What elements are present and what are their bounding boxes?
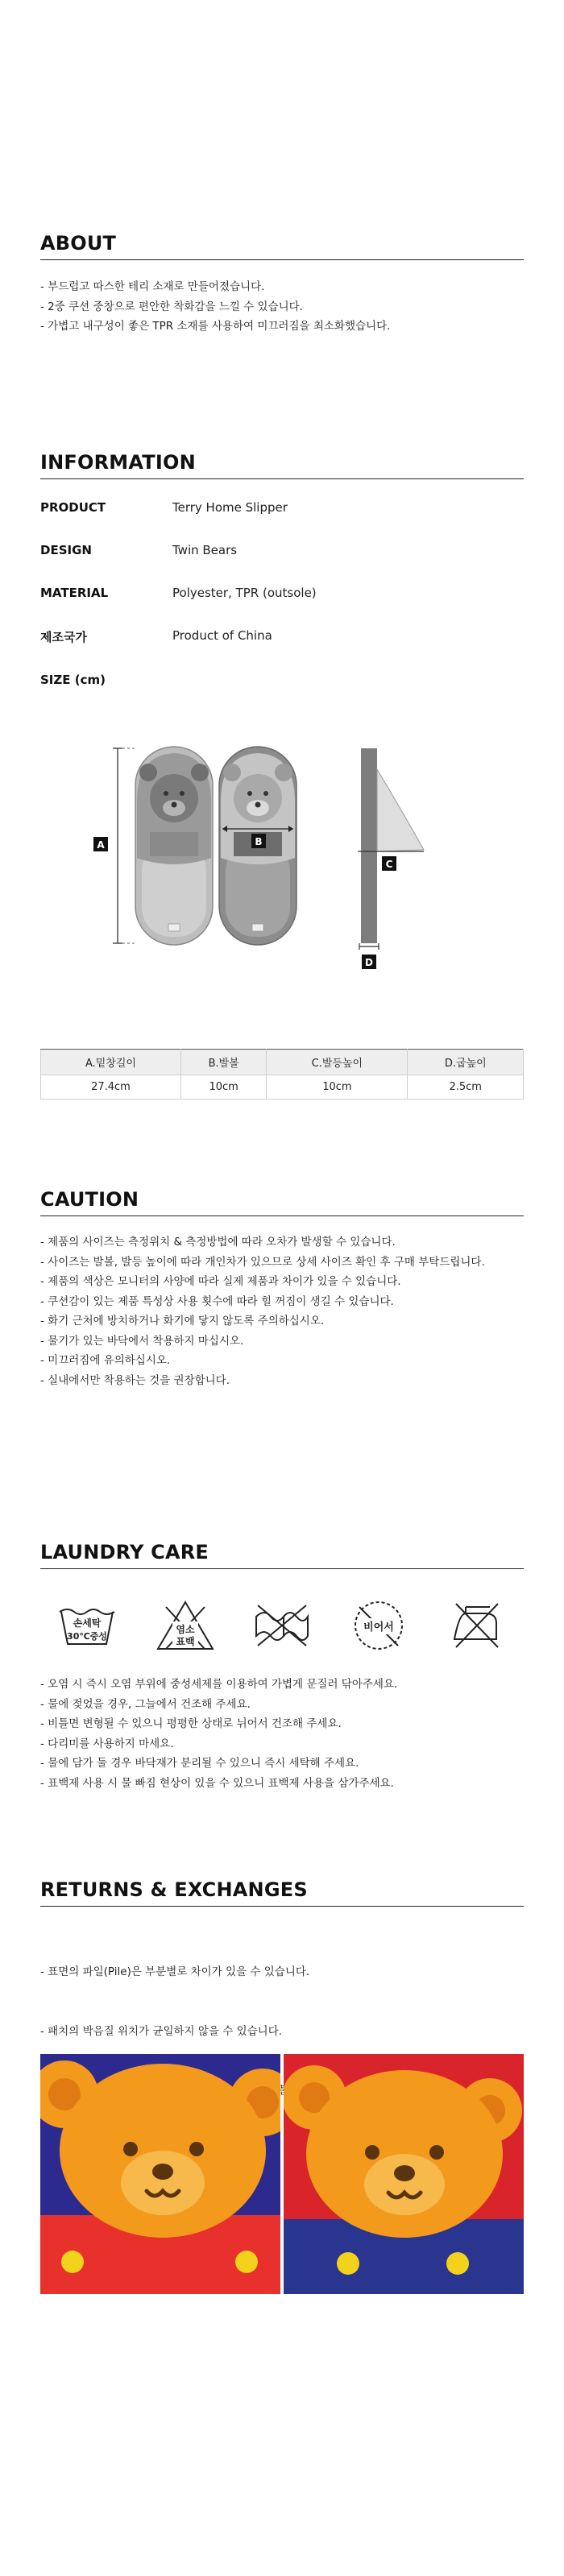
label-a: A [97,839,105,851]
flat-dry-text: 비어서 [363,1621,394,1634]
about-title: ABOUT [40,232,117,255]
about-divider [40,259,524,260]
side-view-slipper [361,748,424,943]
label-b: B [255,836,263,847]
label-d: D [365,957,373,968]
laundry-line: - 물에 담가 둘 경우 바닥재가 분리될 수 있으니 즉시 세탁해 주세요. [40,1757,359,1770]
info-value: Terry Home Slipper [172,500,288,515]
hand-wash-icon [56,1599,118,1652]
size-table-value-row [41,1075,524,1100]
info-key: DESIGN [40,543,92,557]
size-header-b: B.발볼 [180,1050,266,1075]
no-iron-icon [445,1599,506,1652]
info-key: PRODUCT [40,500,106,515]
returns-line: - 표면의 파일(Pile)은 부분별로 차이가 있을 수 있습니다. [40,1965,310,1978]
info-value: Polyester, TPR (outsole) [172,586,317,600]
hand-wash-text-2: 30℃중성 [67,1631,107,1642]
info-row-origin [40,628,524,646]
laundry-divider [40,1568,524,1569]
info-key: 제조국가 [40,630,87,644]
dimension-a [93,748,137,943]
hand-wash-text-1: 손세탁 [73,1617,102,1629]
about-line: - 2중 쿠션 중창으로 편안한 착화감을 느낄 수 있습니다. [40,300,303,313]
laundry-line: - 물에 젖었을 경우, 그늘에서 건조해 주세요. [40,1697,251,1711]
information-title: INFORMATION [40,451,196,474]
bleach-text-1: 염소 [176,1624,195,1635]
caution-line: - 쿠션감이 있는 제품 특성상 사용 횟수에 따라 힐 꺼짐이 생길 수 있습니다. [40,1294,394,1308]
about-list [40,277,532,337]
info-row-material [40,586,524,603]
laundry-line: - 오염 시 즉시 오염 부위에 중성세제를 이용하여 가볍게 문질러 닦아주세요. [40,1678,398,1691]
caution-line: - 물기가 있는 바닥에서 착용하지 마십시오. [40,1334,244,1348]
size-header-d: D.굽높이 [408,1050,524,1075]
bear-illustration [284,2054,524,2294]
info-row-design [40,543,524,561]
bleach-text-2: 표백 [176,1636,195,1647]
laundry-line: - 비틀면 변형될 수 있으니 평평한 상태로 뉘어서 건조해 주세요. [40,1717,342,1730]
returns-line: - 패치의 박음질 위치가 균일하지 않을 수 있습니다. [40,2024,283,2038]
size-table-header-row [41,1050,524,1075]
size-value-b: 10cm [180,1075,266,1100]
info-row-size [40,673,524,690]
about-line: - 가볍고 내구성이 좋은 TPR 소재를 사용하여 미끄러짐을 최소화했습니다. [40,320,391,333]
returns-divider [40,1906,524,1907]
caution-line: - 화기 근처에 방치하거나 화기에 닿지 않도록 주의하십시오. [40,1315,325,1327]
caution-line: - 사이즈는 발볼, 발등 높이에 따라 개인차가 있으므로 상세 사이즈 확인 후 구매 부탁드립니다. [40,1255,485,1269]
info-key: MATERIAL [40,586,109,600]
flat-dry-icon [348,1599,409,1652]
label-c: C [385,859,393,870]
bear-illustration [40,2054,280,2294]
bear-slipper-photo-blue [40,2054,280,2294]
laundry-line: - 다리미를 사용하지 마세요. [40,1737,174,1750]
size-value-c: 10cm [267,1075,408,1100]
size-label: SIZE (cm) [40,673,106,687]
info-row-product [40,500,524,518]
caution-line: - 미끄러짐에 유의하십시오. [40,1354,171,1367]
bear-slipper-photo-red [284,2054,524,2294]
laundry-list [40,1675,532,1793]
left-slipper [135,747,213,945]
no-chlorine-bleach-icon [155,1599,216,1652]
caution-title: CAUTION [40,1188,139,1211]
info-value: Twin Bears [172,543,238,557]
size-value-a: 27.4cm [41,1075,181,1100]
dimension-d [359,943,379,969]
about-line: - 부드럽고 따스한 테리 소재로 만들어졌습니다. [40,280,265,293]
returns-title: RETURNS & EXCHANGES [40,1878,308,1901]
size-table [40,1049,524,1100]
information-divider [40,478,524,479]
laundry-line: - 표백제 사용 시 물 빠짐 현상이 있을 수 있으니 표백제 사용을 삼가주세요. [40,1776,394,1790]
caution-line: - 실내에서만 착용하는 것을 권장합니다. [40,1373,230,1387]
size-header-c: C.발등높이 [267,1050,408,1075]
info-value: Product of China [172,628,272,643]
size-value-d: 2.5cm [408,1075,524,1100]
no-wring-icon [251,1599,313,1652]
size-header-a: A.밑창길이 [41,1050,181,1075]
slipper-size-diagram [81,737,435,971]
caution-line: - 제품의 색상은 모니터의 사양에 따라 실제 제품과 차이가 있을 수 있습니다. [40,1275,401,1288]
caution-list [40,1232,532,1390]
laundry-title: LAUNDRY CARE [40,1541,209,1563]
caution-line: - 제품의 사이즈는 측정위치 & 측정방법에 따라 오차가 발생할 수 있습니다. [40,1236,396,1249]
